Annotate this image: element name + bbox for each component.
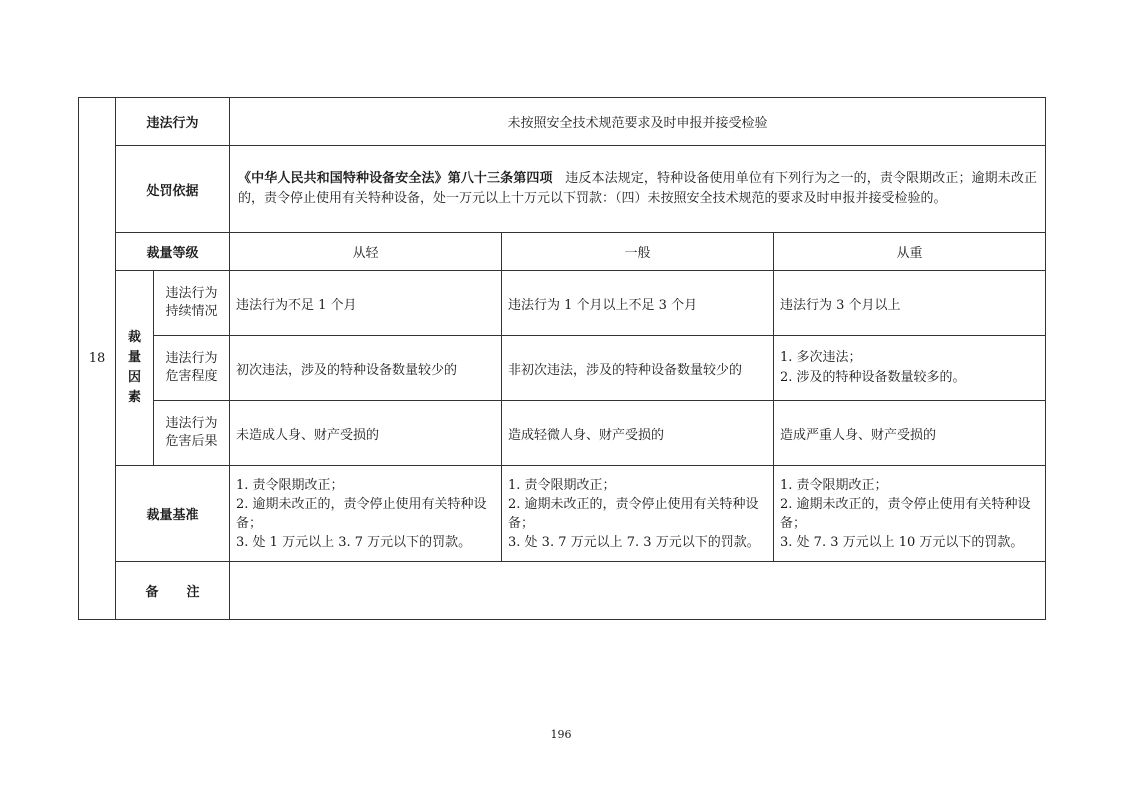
factor-row	[79, 401, 1046, 466]
basis-row	[79, 146, 1046, 233]
standard-row	[79, 466, 1046, 562]
standard-line: 3. 处 1 万元以上 3. 7 万元以下的罚款。	[236, 534, 472, 550]
factor-light: 未造成人身、财产受损的	[230, 401, 502, 466]
standard-line: 1. 责令限期改正；	[236, 477, 344, 493]
factors-label	[116, 271, 154, 466]
standard-heavy	[774, 466, 1046, 562]
factor-name	[154, 336, 230, 401]
factor-name-line: 危害后果	[165, 434, 218, 449]
factor-row	[79, 271, 1046, 336]
remark-label-text: 备注	[145, 585, 228, 600]
factor-normal: 违法行为 1 个月以上不足 3 个月	[502, 271, 774, 336]
factor-name-line: 违法行为	[165, 351, 218, 366]
standard-label: 裁量基准	[116, 466, 230, 562]
page-number: 196	[550, 728, 572, 741]
standard-line: 2. 逾期未改正的，责令停止使用有关特种设备；	[780, 496, 1031, 531]
law-reference: 《中华人民共和国特种设备安全法》第八十三条第四项	[238, 171, 553, 186]
standard-line: 1. 责令限期改正；	[508, 477, 616, 493]
law-text: 违反本法规定，特种设备使用单位有下列行为之一的，责令限期改正；逾期未改正的，责令停止使用有关特种设备，处一万元以上十万元以下罚款：（四）未按照安全技术规范的要求及时申报并接受检验的。	[238, 171, 1037, 206]
standard-normal	[502, 466, 774, 562]
standard-line: 1. 责令限期改正；	[780, 477, 888, 493]
factor-name-line: 持续情况	[165, 304, 218, 319]
factor-name-line: 违法行为	[165, 416, 218, 431]
standard-line: 3. 处 7. 3 万元以上 10 万元以下的罚款。	[780, 534, 1024, 550]
standard-line: 3. 处 3. 7 万元以上 7. 3 万元以下的罚款。	[508, 534, 760, 550]
remark-row	[79, 562, 1046, 620]
row-number: 18	[79, 98, 116, 620]
factor-normal: 造成轻微人身、财产受损的	[502, 401, 774, 466]
factor-normal: 非初次违法，涉及的特种设备数量较少的	[502, 336, 774, 401]
factor-heavy-line: 1. 多次违法；	[780, 350, 862, 365]
levels-row	[79, 233, 1046, 271]
factor-heavy: 造成严重人身、财产受损的	[774, 401, 1046, 466]
factor-name	[154, 271, 230, 336]
violation-label: 违法行为	[116, 98, 230, 146]
factor-row	[79, 336, 1046, 401]
factor-heavy	[774, 336, 1046, 401]
factors-label-char: 因	[127, 370, 141, 385]
factor-name-line: 违法行为	[165, 286, 218, 301]
factor-name-line: 危害程度	[165, 369, 218, 384]
standard-line: 2. 逾期未改正的，责令停止使用有关特种设备；	[508, 496, 759, 531]
factors-label-char: 量	[127, 350, 141, 365]
level-light: 从轻	[230, 233, 502, 271]
basis-label: 处罚依据	[116, 146, 230, 233]
penalty-table	[78, 97, 1046, 620]
factors-label-char: 裁	[127, 330, 141, 345]
factor-light: 初次违法，涉及的特种设备数量较少的	[230, 336, 502, 401]
factors-label-char: 素	[127, 390, 141, 405]
remark-label	[116, 562, 230, 620]
level-heavy: 从重	[774, 233, 1046, 271]
standard-light	[230, 466, 502, 562]
standard-line: 2. 逾期未改正的，责令停止使用有关特种设备；	[236, 496, 487, 531]
factor-light: 违法行为不足 1 个月	[230, 271, 502, 336]
basis-value	[230, 146, 1046, 233]
factor-heavy-line: 2. 涉及的特种设备数量较多的。	[780, 370, 966, 385]
levels-label: 裁量等级	[116, 233, 230, 271]
factor-name	[154, 401, 230, 466]
violation-value: 未按照安全技术规范要求及时申报并接受检验	[230, 98, 1046, 146]
level-normal: 一般	[502, 233, 774, 271]
remark-value	[230, 562, 1046, 620]
violation-row	[79, 98, 1046, 146]
factor-heavy: 违法行为 3 个月以上	[774, 271, 1046, 336]
